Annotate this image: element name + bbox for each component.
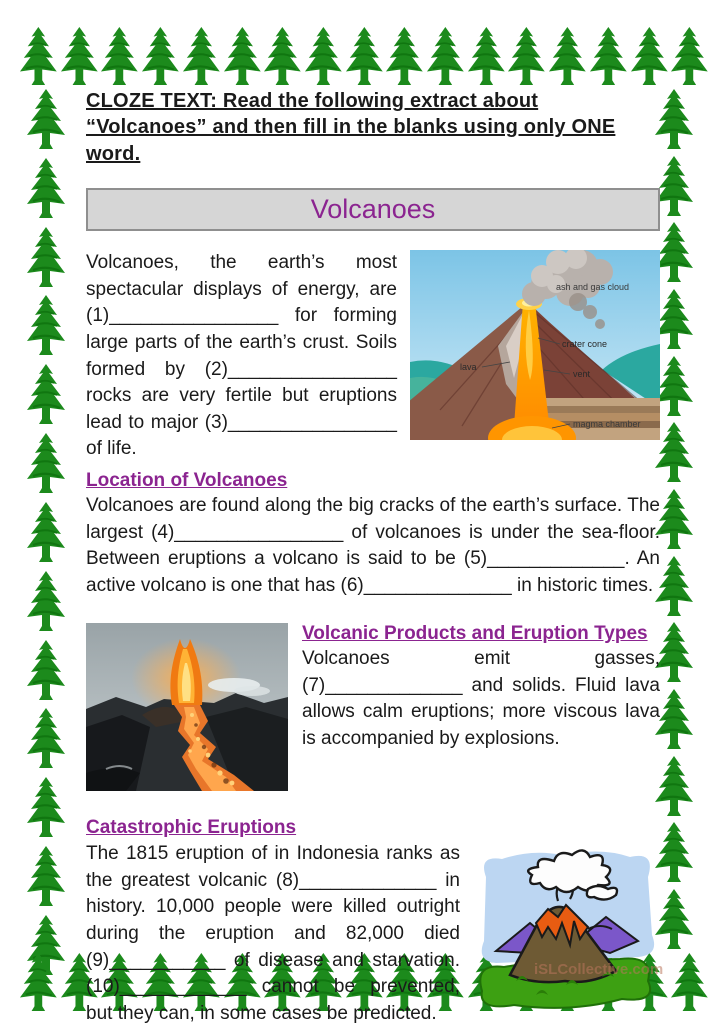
diagram-label-vent: vent — [573, 369, 591, 380]
pine-tree-icon — [24, 363, 68, 425]
pine-tree-icon — [24, 639, 68, 701]
volcano-cross-section-illustration — [410, 250, 660, 440]
catastrophic-section — [86, 817, 660, 1024]
products-section — [86, 623, 660, 791]
products-heading: Volcanic Products and Eruption Types — [302, 623, 648, 645]
diagram-label-lava: lava — [460, 362, 477, 373]
pine-tree-icon — [181, 26, 222, 86]
pine-tree-icon — [18, 952, 59, 1012]
pine-tree-icon — [669, 26, 710, 86]
tree-border-top — [18, 26, 710, 88]
pine-tree-icon — [24, 501, 68, 563]
location-section — [86, 470, 660, 599]
pine-tree-icon — [344, 26, 385, 86]
catastrophic-paragraph: The 1815 eruption of in Indonesia ranks as the greatest volcanic (8)_____________ in history. 10,000 people were killed outright during the eruption and 82,000 died (9)___________ of disease and starvation. (10)____________ cannot be prevented, but they can, in some cases be predicted. — [86, 843, 460, 1024]
pine-tree-icon — [24, 845, 68, 907]
volcano-photo-image — [86, 623, 288, 791]
pine-tree-icon — [24, 570, 68, 632]
page-title: Volcanoes — [310, 194, 436, 225]
worksheet-content — [86, 88, 660, 1024]
pine-tree-icon — [262, 26, 303, 86]
pine-tree-icon — [24, 432, 68, 494]
intro-section — [86, 250, 660, 463]
pine-tree-icon — [18, 26, 59, 86]
catastrophic-row — [86, 841, 660, 1024]
products-text-column — [302, 623, 660, 791]
intro-paragraph: Volcanoes, the earth’s most spectacular displays of energy, are (1)________________ for forming large parts of the earth’s crust. Soils formed by (2)________________ rocks are very fertile but eruptions lead to major (3)________________ of life. — [86, 252, 397, 460]
products-paragraph: Volcanoes emit gasses, (7)_____________ and solids. Fluid lava allows calm eruptions; more viscous lava is accompanied by explosions. — [302, 648, 660, 750]
pine-tree-icon — [24, 776, 68, 838]
volcano-diagram-image — [410, 250, 660, 463]
pine-tree-icon — [24, 226, 68, 288]
pine-tree-icon — [59, 26, 100, 86]
pine-tree-icon — [24, 157, 68, 219]
tree-border-left — [22, 88, 70, 976]
pine-tree-icon — [24, 707, 68, 769]
pine-tree-icon — [384, 26, 425, 86]
pine-tree-icon — [303, 26, 344, 86]
diagram-label-ash: ash and gas cloud — [556, 282, 630, 293]
title-banner — [86, 188, 660, 231]
pine-tree-icon — [24, 294, 68, 356]
pine-tree-icon — [99, 26, 140, 86]
pine-tree-icon — [588, 26, 629, 86]
pine-tree-icon — [669, 952, 710, 1012]
location-paragraph: Volcanoes are found along the big cracks of the earth’s surface. The largest (4)________________ of volcanoes is under the sea-floor. Between eruptions a volcano is said to be (5)_____________. An active volcano is one that has (6)______________ in historic times. — [86, 494, 660, 596]
location-heading: Location of Volcanoes — [86, 469, 288, 491]
cartoon-volcano-illustration — [470, 843, 660, 1018]
instruction-text: CLOZE TEXT: Read the following extract about “Volcanoes” and then fill in the blanks using only ONE word. — [86, 90, 616, 165]
lava-eruption-photo — [86, 623, 288, 791]
pine-tree-icon — [547, 26, 588, 86]
catastrophic-heading: Catastrophic Eruptions — [86, 817, 297, 839]
pine-tree-icon — [24, 88, 68, 150]
pine-tree-icon — [506, 26, 547, 86]
volcano-cartoon-image — [470, 843, 660, 1024]
pine-tree-icon — [222, 26, 263, 86]
pine-tree-icon — [140, 26, 181, 86]
pine-tree-icon — [629, 26, 670, 86]
diagram-label-crater: crater cone — [562, 339, 608, 350]
pine-tree-icon — [425, 26, 466, 86]
pine-tree-icon — [466, 26, 507, 86]
diagram-label-magma: magma chamber — [573, 419, 641, 430]
watermark-text: iSLCollective.com — [534, 961, 664, 978]
